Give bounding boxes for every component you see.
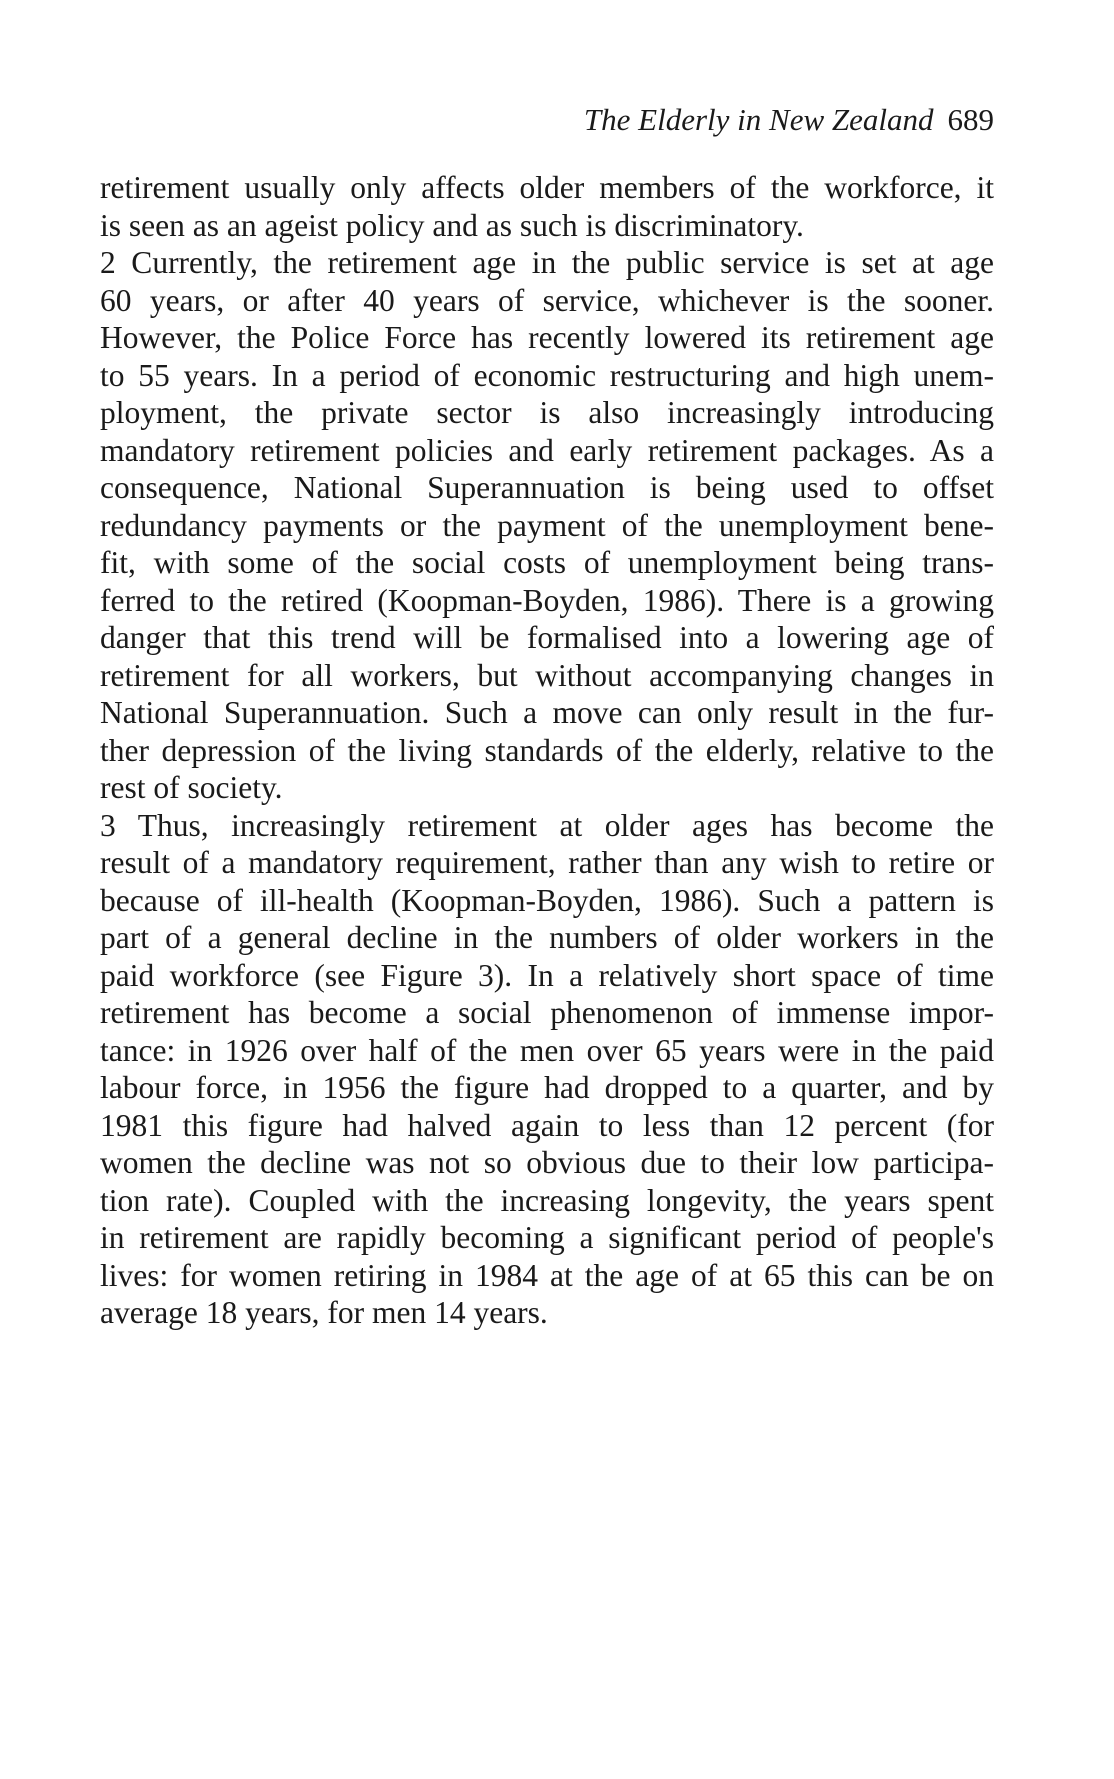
text-line: women the decline was not so obvious due to their low participa-: [100, 1145, 994, 1180]
page-number: 689: [947, 102, 994, 137]
text-line: because of ill-health (Koopman-Boyden, 1986). Such a pattern is: [100, 882, 994, 918]
text-line: ferred to the retired (Koopman-Boyden, 1986). There is a growing: [100, 582, 994, 618]
running-head: [100, 100, 994, 140]
text-line: part of a general decline in the numbers of older workers in the: [100, 920, 994, 955]
text-line: ther depression of the living standards of the elderly, relative to the: [100, 732, 994, 768]
text-line: result of a mandatory requirement, rather than any wish to retire or: [100, 845, 994, 880]
text-line: 1981 this figure had halved again to less than 12 percent (for: [100, 1107, 994, 1143]
text-line: lives: for women retiring in 1984 at the age of at 65 this can be on: [100, 1257, 994, 1293]
text-line: rest of society.: [100, 770, 283, 805]
text-line: danger that this trend will be formalised into a lowering age of: [100, 620, 994, 655]
text-line: mandatory retirement policies and early retirement packages. As a: [100, 432, 994, 468]
text-line: redundancy payments or the payment of the unemployment bene-: [100, 507, 994, 543]
text-line: ployment, the private sector is also increasingly introducing: [100, 395, 994, 430]
text-line: fit, with some of the social costs of unemployment being trans-: [100, 545, 994, 580]
text-line: is seen as an ageist policy and as such is discriminatory.: [100, 207, 804, 243]
text-line: retirement has become a social phenomenon of immense impor-: [100, 995, 994, 1030]
text-line: average 18 years, for men 14 years.: [100, 1295, 548, 1330]
text-line: labour force, in 1956 the figure had dropped to a quarter, and by: [100, 1070, 994, 1105]
text-line: tance: in 1926 over half of the men over 65 years were in the paid: [100, 1032, 994, 1068]
text-line: to 55 years. In a period of economic restructuring and high unem-: [100, 357, 994, 393]
text-line: 3 Thus, increasingly retirement at older ages has become the: [100, 807, 994, 843]
text-line: National Superannuation. Such a move can only result in the fur-: [100, 695, 994, 730]
running-head-title: The Elderly in New Zealand: [583, 102, 934, 137]
text-line: paid workforce (see Figure 3). In a relatively short space of time: [100, 957, 994, 993]
text-line: in retirement are rapidly becoming a significant period of people's: [100, 1220, 994, 1255]
text-line: However, the Police Force has recently lowered its retirement age: [100, 320, 994, 355]
text-line: tion rate). Coupled with the increasing longevity, the years spent: [100, 1182, 994, 1218]
text-line: retirement for all workers, but without accompanying changes in: [100, 657, 994, 693]
text-line: 60 years, or after 40 years of service, whichever is the sooner.: [100, 282, 994, 318]
text-line: 2 Currently, the retirement age in the public service is set at age: [100, 245, 994, 280]
text-line: consequence, National Superannuation is being used to offset: [100, 470, 994, 505]
text-line: retirement usually only affects older members of the workforce, it: [100, 170, 994, 205]
body-text: [100, 169, 994, 1332]
